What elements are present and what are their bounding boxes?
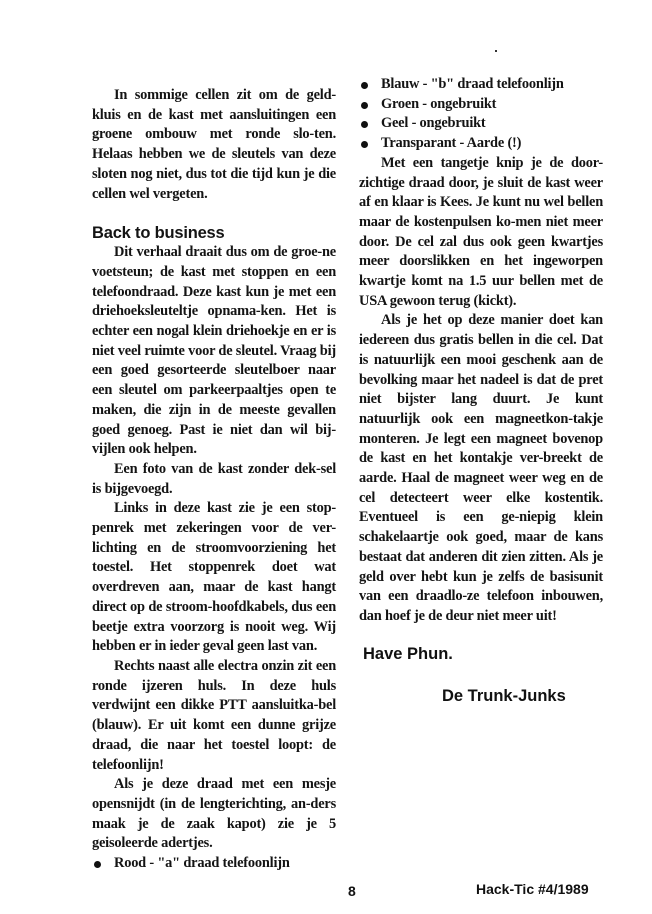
body-paragraph: Rechts naast alle electra onzin zit een ronde ijzeren huls. In deze huls verdwijnt een dikke PTT aansluitka-bel (blauw). Er uit komt een dunne grijze draad, die naar het toestel loopt: de telefoonlijn!: [92, 657, 336, 773]
bullet-item: [92, 854, 336, 874]
body-paragraph: Als je het op deze manier doet kan iedereen dus gratis bellen in die cel. Dat is natuurlijk een mooi geschenk aan de bevolking maar het nadeel is dat de pret niet bijster lang duurt. Je kunt natuurlijk ook een magneetkon-takje monteren. Je legt een magneet bovenop de kast en het kontakje ver-breekt de aarde. Haal de magneet weer weg en de cel detecteert weer elke kostentik. Eventueel is een ge-niepig klein schakelaartje ook goed, maar de kans bestaat dat anderen dit zien zitten. Als je geld over hebt kun je zelfs de basisunit van een draadlo-ze telefoon inbouwen, dan hoef je de deur niet meer uit!: [359, 312, 603, 624]
bullet-text: Blauw - "b" draad telefoonlijn: [381, 76, 564, 92]
publication-footer: Hack-Tic #4/1989: [476, 881, 589, 897]
signature: De Trunk-Junks: [442, 687, 566, 705]
bullet-item: [359, 134, 603, 154]
left-column: [92, 86, 336, 874]
body-paragraph: Met een tangetje knip je de door-zichtige draad door, je sluit de kast weer af en klaar is Kees. Je kunt nu wel bellen maar de kostenpulsen ko-men niet meer door. De cel zal dus ook geen kwartjes meer doorslikken en het ingeworpen kwartje komt na 1.5 uur bellen met de USA gewoon terug (kickt).: [359, 154, 603, 309]
body-paragraph: Dit verhaal draait dus om de groe-ne voetsteun; de kast met stoppen en een telefoondraad. Deze kast kun je met een driehoeksleuteltje opnama-ken. Het is echter een nogal klein driehoekje en er is niet veel ruimte voor de sleutel. Vraag bij een goed gesorteerde sleutelboer naar een sleutel om parkeerpaaltjes open te maken, die zijn in de meeste gevallen goed genoeg. Past ie niet dan wil bij-vijlen ook helpen.: [92, 244, 336, 458]
bullet-item: [359, 75, 603, 95]
bullet-item: [359, 95, 603, 115]
scan-speck: [495, 50, 497, 52]
right-column: [359, 75, 603, 627]
body-paragraph: Links in deze kast zie je een stop-penrek met zekeringen voor de ver-lichting en de stroomvoorziening het toestel. Het stoppenrek doet wat overdreven aan, maar de kast hangt direct op de stroom-hoofdkabels, dus een beetje extra voorzorg is nooit weg. Wij hebben er in ieder geval geen last van.: [92, 500, 336, 655]
bullet-icon: [361, 102, 368, 109]
bullet-icon: [94, 861, 101, 868]
bullet-text: Groen - ongebruikt: [381, 95, 497, 112]
bullet-item: [359, 114, 603, 134]
section-heading: Back to business: [92, 224, 225, 243]
body-paragraph: Als je deze draad met een mesje opensnijdt (in de lengterichting, an-ders maak je de zaak kapot) zie je 5 geisoleerde adertjes.: [92, 776, 336, 852]
bullet-icon: [361, 141, 368, 148]
bullet-icon: [361, 121, 368, 128]
wire-color-list: [359, 75, 603, 154]
bullet-icon: [361, 82, 368, 89]
bullet-text: Geel - ongebruikt: [381, 115, 486, 132]
intro-paragraph: In sommige cellen zit om de geld-kluis en de kast met aansluitingen een groene ombouw met ronde slo-ten. Helaas hebben we de sleutels van deze sloten nog niet, dus tot die tijd kun je die cellen wel vergeten.: [92, 87, 336, 202]
bullet-text: Transparant - Aarde (!): [381, 135, 522, 152]
spacer: [92, 204, 336, 223]
body-paragraph: Een foto van de kast zonder dek-sel is bijgevoegd.: [92, 460, 336, 497]
bullet-text: Rood - "a" draad telefoonlijn: [114, 855, 290, 872]
page-number: 8: [348, 883, 356, 899]
closing-line: Have Phun.: [363, 645, 453, 663]
